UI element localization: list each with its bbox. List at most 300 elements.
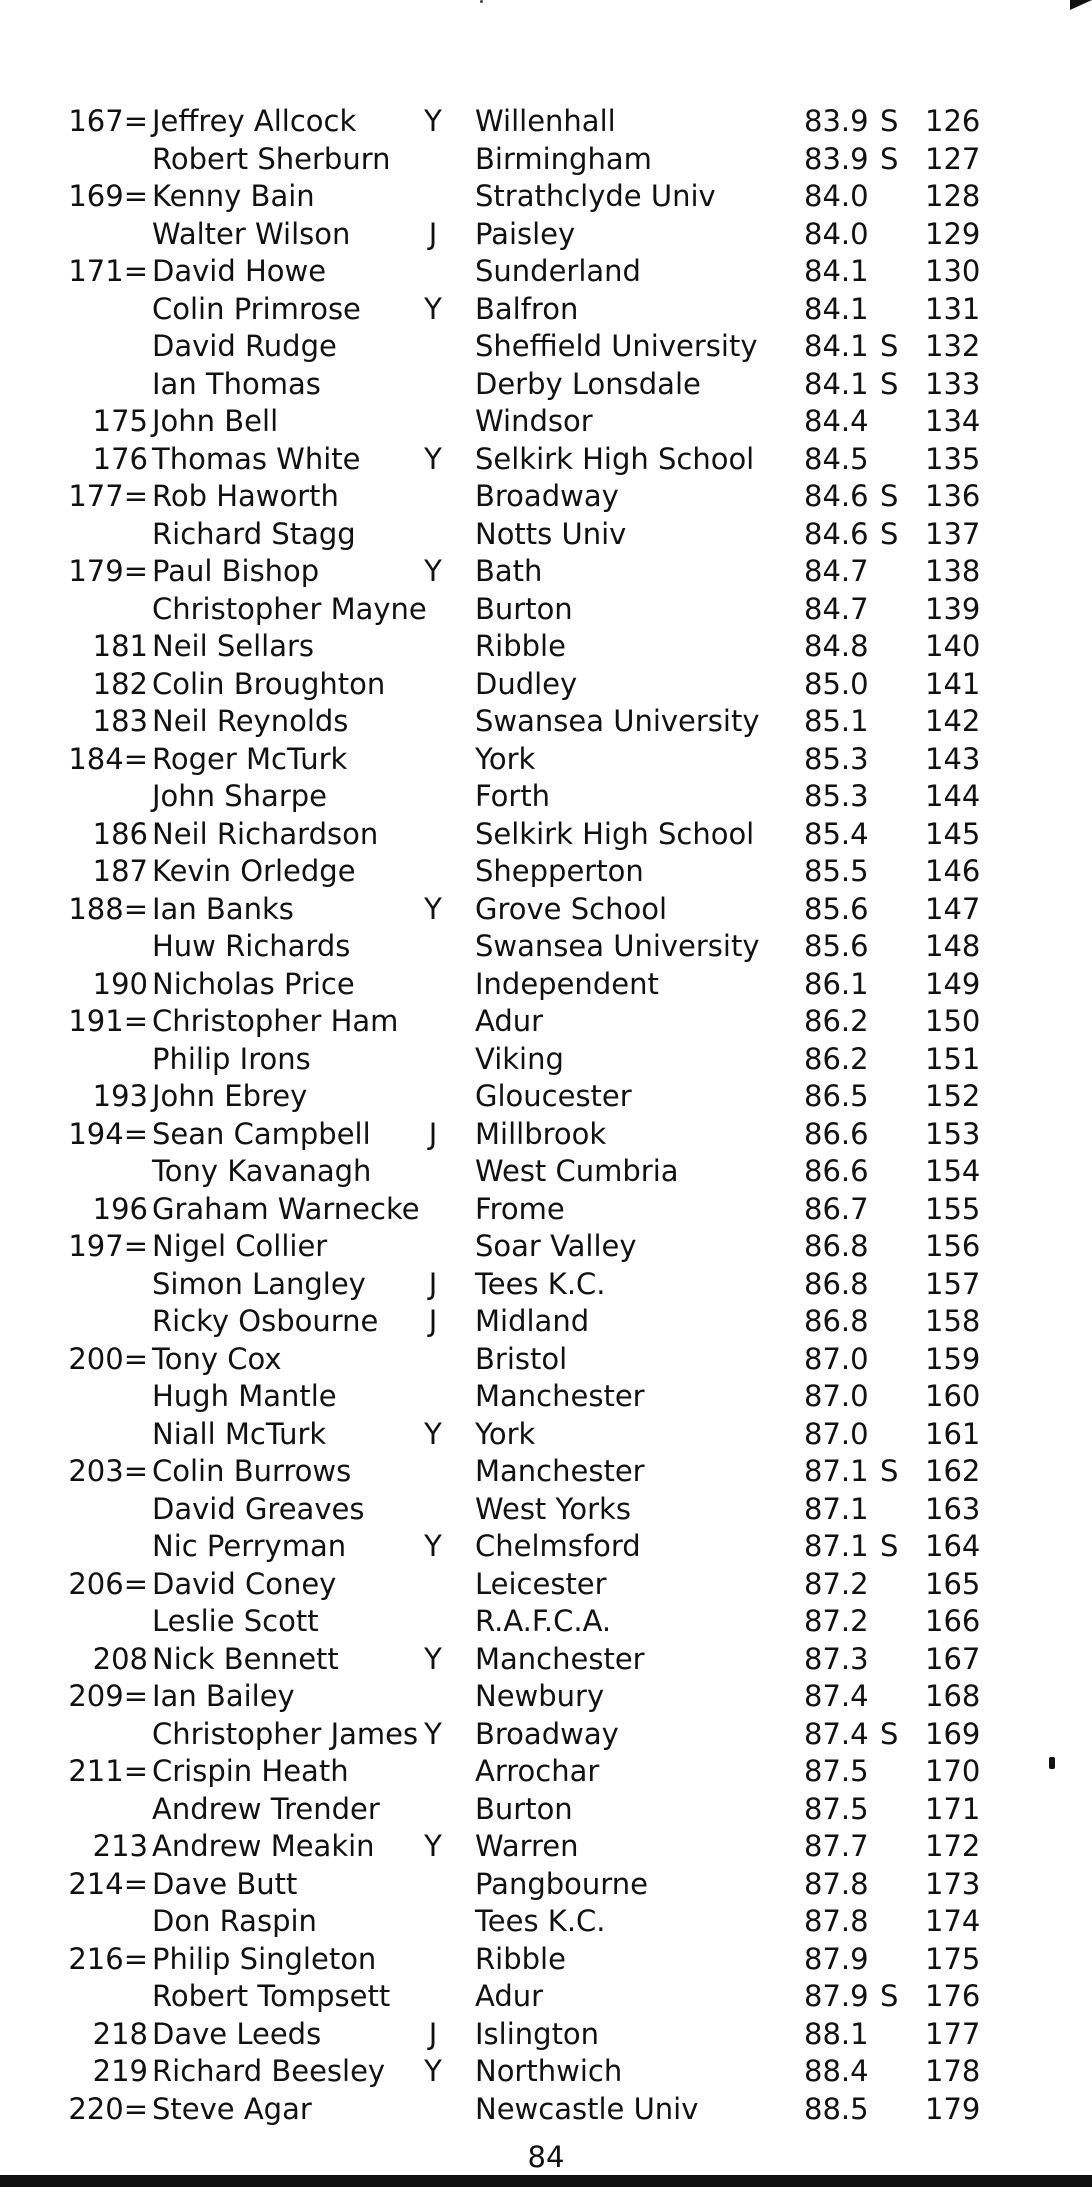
table-row bbox=[0, 1941, 1092, 1979]
time-cell: 83.9 bbox=[804, 104, 869, 138]
time-cell: 87.4 bbox=[804, 1716, 869, 1751]
points-cell: 149 bbox=[925, 966, 981, 1001]
time-cell: 87.8 bbox=[804, 1866, 869, 1901]
time-cell: 84.7 bbox=[804, 591, 869, 626]
time-cell: 85.3 bbox=[804, 779, 869, 813]
points-cell: 132 bbox=[925, 329, 981, 363]
competitor-name-cell: Steve Agar bbox=[152, 2091, 312, 2126]
time-cell: 86.8 bbox=[804, 1266, 869, 1301]
points-cell: 130 bbox=[925, 254, 981, 288]
competitor-name-cell: Robert Sherburn bbox=[152, 141, 391, 176]
competitor-name-cell: Nicholas Price bbox=[152, 966, 355, 1001]
points-cell: 176 bbox=[925, 1979, 981, 2013]
club-cell: Chelmsford bbox=[475, 1529, 641, 1563]
competitor-name-cell: Simon Langley bbox=[152, 1266, 366, 1301]
class-cell: Y bbox=[424, 891, 442, 926]
club-cell: Manchester bbox=[475, 1454, 645, 1488]
table-row bbox=[0, 366, 1092, 404]
table-row bbox=[0, 1266, 1092, 1304]
club-cell: Viking bbox=[475, 1041, 564, 1076]
competitor-name-cell: John Bell bbox=[152, 404, 279, 438]
time-cell: 84.6 bbox=[804, 516, 869, 551]
points-cell: 143 bbox=[925, 741, 981, 776]
club-cell: Sunderland bbox=[475, 254, 641, 288]
table-row bbox=[0, 1791, 1092, 1829]
table-row bbox=[0, 1153, 1092, 1191]
club-cell: Warren bbox=[475, 1829, 579, 1863]
competitor-name-cell: Crispin Heath bbox=[152, 1754, 349, 1788]
position-cell: 216= bbox=[68, 1941, 148, 1976]
time-cell: 87.1 bbox=[804, 1529, 869, 1563]
club-cell: York bbox=[475, 1416, 536, 1451]
flag-cell: S bbox=[880, 366, 899, 401]
club-cell: Adur bbox=[475, 1979, 544, 2013]
points-cell: 167 bbox=[925, 1641, 981, 1676]
points-cell: 128 bbox=[925, 179, 981, 213]
time-cell: 87.0 bbox=[804, 1416, 869, 1451]
competitor-name-cell: Tony Kavanagh bbox=[152, 1154, 372, 1188]
points-cell: 131 bbox=[925, 291, 981, 326]
competitor-name-cell: Robert Tompsett bbox=[152, 1979, 391, 2013]
club-cell: Swansea University bbox=[475, 929, 760, 963]
points-cell: 147 bbox=[925, 891, 981, 926]
club-cell: Selkirk High School bbox=[475, 816, 755, 851]
competitor-name-cell: Andrew Trender bbox=[152, 1791, 380, 1826]
time-cell: 87.1 bbox=[804, 1491, 869, 1526]
class-cell: J bbox=[428, 1116, 438, 1151]
club-cell: Broadway bbox=[475, 479, 619, 513]
time-cell: 84.1 bbox=[804, 366, 869, 401]
table-row bbox=[0, 628, 1092, 666]
table-row bbox=[0, 178, 1092, 216]
competitor-name-cell: Nick Bennett bbox=[152, 1641, 339, 1676]
position-cell: 218 bbox=[92, 2016, 148, 2051]
table-row bbox=[0, 1753, 1092, 1791]
points-cell: 175 bbox=[925, 1941, 981, 1976]
competitor-name-cell: Ian Thomas bbox=[152, 366, 321, 401]
club-cell: Broadway bbox=[475, 1716, 619, 1751]
table-row bbox=[0, 1828, 1092, 1866]
flag-cell: S bbox=[880, 329, 899, 363]
competitor-name-cell: Thomas White bbox=[152, 441, 361, 476]
table-row bbox=[0, 1528, 1092, 1566]
table-row bbox=[0, 1041, 1092, 1079]
class-cell: Y bbox=[424, 104, 442, 138]
position-cell: 176 bbox=[92, 441, 148, 476]
time-cell: 85.4 bbox=[804, 816, 869, 851]
table-row bbox=[0, 1716, 1092, 1754]
competitor-name-cell: Ian Banks bbox=[152, 891, 294, 926]
points-cell: 129 bbox=[925, 216, 981, 251]
club-cell: Frome bbox=[475, 1191, 565, 1226]
position-cell: 187 bbox=[92, 854, 148, 888]
competitor-name-cell: Richard Beesley bbox=[152, 2054, 386, 2088]
club-cell: Burton bbox=[475, 1791, 573, 1826]
club-cell: Bath bbox=[475, 554, 543, 588]
competitor-name-cell: Tony Cox bbox=[152, 1341, 282, 1376]
position-cell: 196 bbox=[92, 1191, 148, 1226]
competitor-name-cell: Philip Singleton bbox=[152, 1941, 377, 1976]
class-cell: Y bbox=[424, 1529, 442, 1563]
points-cell: 170 bbox=[925, 1754, 981, 1788]
points-cell: 173 bbox=[925, 1866, 981, 1901]
club-cell: Tees K.C. bbox=[475, 1904, 606, 1938]
position-cell: 197= bbox=[68, 1229, 148, 1263]
points-cell: 178 bbox=[925, 2054, 981, 2088]
position-cell: 213 bbox=[92, 1829, 148, 1863]
competitor-name-cell: Colin Primrose bbox=[152, 291, 361, 326]
position-cell: 179= bbox=[68, 554, 148, 588]
table-row bbox=[0, 928, 1092, 966]
points-cell: 171 bbox=[925, 1791, 981, 1826]
club-cell: R.A.F.C.A. bbox=[475, 1604, 612, 1638]
table-row bbox=[0, 816, 1092, 854]
points-cell: 140 bbox=[925, 629, 981, 663]
points-cell: 174 bbox=[925, 1904, 981, 1938]
table-row bbox=[0, 253, 1092, 291]
competitor-name-cell: Rob Haworth bbox=[152, 479, 339, 513]
time-cell: 85.6 bbox=[804, 891, 869, 926]
points-cell: 161 bbox=[925, 1416, 981, 1451]
competitor-name-cell: Huw Richards bbox=[152, 929, 351, 963]
flag-cell: S bbox=[880, 141, 899, 176]
class-cell: Y bbox=[424, 2054, 442, 2088]
competitor-name-cell: Leslie Scott bbox=[152, 1604, 319, 1638]
competitor-name-cell: Andrew Meakin bbox=[152, 1829, 375, 1863]
club-cell: Selkirk High School bbox=[475, 441, 755, 476]
competitor-name-cell: Philip Irons bbox=[152, 1041, 311, 1076]
club-cell: Tees K.C. bbox=[475, 1266, 606, 1301]
position-cell: 184= bbox=[68, 741, 148, 776]
points-cell: 126 bbox=[925, 104, 981, 138]
competitor-name-cell: Ian Bailey bbox=[152, 1679, 295, 1713]
class-cell: J bbox=[428, 1304, 438, 1338]
competitor-name-cell: Neil Reynolds bbox=[152, 704, 349, 738]
table-row bbox=[0, 1341, 1092, 1379]
club-cell: Willenhall bbox=[475, 104, 616, 138]
club-cell: Arrochar bbox=[475, 1754, 600, 1788]
time-cell: 87.2 bbox=[804, 1604, 869, 1638]
table-row bbox=[0, 553, 1092, 591]
table-row bbox=[0, 403, 1092, 441]
competitor-name-cell: Christopher Ham bbox=[152, 1004, 399, 1038]
points-cell: 127 bbox=[925, 141, 981, 176]
time-cell: 86.2 bbox=[804, 1041, 869, 1076]
time-cell: 84.1 bbox=[804, 254, 869, 288]
time-cell: 87.0 bbox=[804, 1341, 869, 1376]
table-row bbox=[0, 1228, 1092, 1266]
time-cell: 84.6 bbox=[804, 479, 869, 513]
club-cell: Notts Univ bbox=[475, 516, 627, 551]
position-cell: 188= bbox=[68, 891, 148, 926]
points-cell: 166 bbox=[925, 1604, 981, 1638]
points-cell: 139 bbox=[925, 591, 981, 626]
class-cell: Y bbox=[424, 291, 442, 326]
table-row bbox=[0, 1566, 1092, 1604]
time-cell: 85.0 bbox=[804, 666, 869, 701]
points-cell: 141 bbox=[925, 666, 981, 701]
competitor-name-cell: Christopher Mayne bbox=[152, 591, 427, 626]
flag-cell: S bbox=[880, 516, 899, 551]
club-cell: Manchester bbox=[475, 1641, 645, 1676]
points-cell: 142 bbox=[925, 704, 981, 738]
time-cell: 84.5 bbox=[804, 441, 869, 476]
class-cell: J bbox=[428, 216, 438, 251]
club-cell: Islington bbox=[475, 2016, 600, 2051]
position-cell: 175 bbox=[92, 404, 148, 438]
competitor-name-cell: Paul Bishop bbox=[152, 554, 320, 588]
club-cell: Swansea University bbox=[475, 704, 760, 738]
competitor-name-cell: Kevin Orledge bbox=[152, 854, 356, 888]
club-cell: Forth bbox=[475, 779, 551, 813]
points-cell: 159 bbox=[925, 1341, 981, 1376]
points-cell: 177 bbox=[925, 2016, 981, 2051]
club-cell: Sheffield University bbox=[475, 329, 758, 363]
time-cell: 84.1 bbox=[804, 329, 869, 363]
club-cell: Birmingham bbox=[475, 141, 652, 176]
time-cell: 86.2 bbox=[804, 1004, 869, 1038]
class-cell: J bbox=[428, 1266, 438, 1301]
competitor-name-cell: David Coney bbox=[152, 1566, 337, 1601]
table-row bbox=[0, 1641, 1092, 1679]
points-cell: 150 bbox=[925, 1004, 981, 1038]
time-cell: 87.0 bbox=[804, 1379, 869, 1413]
club-cell: Dudley bbox=[475, 666, 578, 701]
competitor-name-cell: Nigel Collier bbox=[152, 1229, 328, 1263]
club-cell: Derby Lonsdale bbox=[475, 366, 701, 401]
time-cell: 87.5 bbox=[804, 1754, 869, 1788]
time-cell: 83.9 bbox=[804, 141, 869, 176]
time-cell: 84.7 bbox=[804, 554, 869, 588]
competitor-name-cell: Don Raspin bbox=[152, 1904, 317, 1938]
points-cell: 155 bbox=[925, 1191, 981, 1226]
points-cell: 144 bbox=[925, 779, 981, 813]
position-cell: 190 bbox=[92, 966, 148, 1001]
club-cell: Strathclyde Univ bbox=[475, 179, 716, 213]
time-cell: 86.8 bbox=[804, 1229, 869, 1263]
table-row bbox=[0, 1603, 1092, 1641]
club-cell: Gloucester bbox=[475, 1079, 632, 1113]
table-row bbox=[0, 966, 1092, 1004]
position-cell: 177= bbox=[68, 479, 148, 513]
points-cell: 160 bbox=[925, 1379, 981, 1413]
class-cell: Y bbox=[424, 441, 442, 476]
club-cell: York bbox=[475, 741, 536, 776]
time-cell: 86.1 bbox=[804, 966, 869, 1001]
table-row bbox=[0, 1116, 1092, 1154]
club-cell: Millbrook bbox=[475, 1116, 607, 1151]
points-cell: 148 bbox=[925, 929, 981, 963]
position-cell: 182 bbox=[92, 666, 148, 701]
time-cell: 84.4 bbox=[804, 404, 869, 438]
club-cell: Grove School bbox=[475, 891, 667, 926]
flag-cell: S bbox=[880, 104, 899, 138]
club-cell: Burton bbox=[475, 591, 573, 626]
position-cell: 191= bbox=[68, 1004, 148, 1038]
points-cell: 158 bbox=[925, 1304, 981, 1338]
position-cell: 171= bbox=[68, 254, 148, 288]
club-cell: Balfron bbox=[475, 291, 579, 326]
time-cell: 85.3 bbox=[804, 741, 869, 776]
time-cell: 87.8 bbox=[804, 1904, 869, 1938]
competitor-name-cell: Roger McTurk bbox=[152, 741, 348, 776]
table-row bbox=[0, 103, 1092, 141]
points-cell: 146 bbox=[925, 854, 981, 888]
time-cell: 87.1 bbox=[804, 1454, 869, 1488]
table-row bbox=[0, 1378, 1092, 1416]
points-cell: 165 bbox=[925, 1566, 981, 1601]
points-cell: 154 bbox=[925, 1154, 981, 1188]
club-cell: Ribble bbox=[475, 1941, 566, 1976]
time-cell: 86.8 bbox=[804, 1304, 869, 1338]
points-cell: 151 bbox=[925, 1041, 981, 1076]
table-row bbox=[0, 2053, 1092, 2091]
competitor-name-cell: Niall McTurk bbox=[152, 1416, 327, 1451]
table-row bbox=[0, 291, 1092, 329]
time-cell: 86.5 bbox=[804, 1079, 869, 1113]
table-row bbox=[0, 1678, 1092, 1716]
points-cell: 138 bbox=[925, 554, 981, 588]
time-cell: 87.7 bbox=[804, 1829, 869, 1863]
position-cell: 194= bbox=[68, 1116, 148, 1151]
club-cell: Manchester bbox=[475, 1379, 645, 1413]
time-cell: 85.1 bbox=[804, 704, 869, 738]
time-cell: 84.0 bbox=[804, 216, 869, 251]
table-row bbox=[0, 1978, 1092, 2016]
table-row bbox=[0, 141, 1092, 179]
competitor-name-cell: David Rudge bbox=[152, 329, 337, 363]
position-cell: 219 bbox=[92, 2054, 148, 2088]
table-row bbox=[0, 2091, 1092, 2129]
position-cell: 193 bbox=[92, 1079, 148, 1113]
competitor-name-cell: Walter Wilson bbox=[152, 216, 351, 251]
points-cell: 136 bbox=[925, 479, 981, 513]
competitor-name-cell: John Ebrey bbox=[152, 1079, 308, 1113]
competitor-name-cell: Nic Perryman bbox=[152, 1529, 347, 1563]
position-cell: 209= bbox=[68, 1679, 148, 1713]
club-cell: Adur bbox=[475, 1004, 544, 1038]
competitor-name-cell: Richard Stagg bbox=[152, 516, 356, 551]
club-cell: Paisley bbox=[475, 216, 576, 251]
club-cell: West Yorks bbox=[475, 1491, 631, 1526]
time-cell: 87.2 bbox=[804, 1566, 869, 1601]
points-cell: 162 bbox=[925, 1454, 981, 1488]
time-cell: 84.8 bbox=[804, 629, 869, 663]
competitor-name-cell: Colin Burrows bbox=[152, 1454, 352, 1488]
class-cell: Y bbox=[424, 1829, 442, 1863]
points-cell: 137 bbox=[925, 516, 981, 551]
table-row bbox=[0, 1303, 1092, 1341]
time-cell: 87.9 bbox=[804, 1979, 869, 2013]
class-cell: Y bbox=[424, 1716, 442, 1751]
time-cell: 87.9 bbox=[804, 1941, 869, 1976]
table-row bbox=[0, 1003, 1092, 1041]
position-cell: 167= bbox=[68, 104, 148, 138]
competitor-name-cell: Jeffrey Allcock bbox=[152, 104, 357, 138]
club-cell: Pangbourne bbox=[475, 1866, 648, 1901]
points-cell: 152 bbox=[925, 1079, 981, 1113]
club-cell: Leicester bbox=[475, 1566, 607, 1601]
club-cell: Shepperton bbox=[475, 854, 644, 888]
class-cell: Y bbox=[424, 554, 442, 588]
competitor-name-cell: David Howe bbox=[152, 254, 327, 288]
time-cell: 87.5 bbox=[804, 1791, 869, 1826]
competitor-name-cell: Neil Sellars bbox=[152, 629, 315, 663]
club-cell: Bristol bbox=[475, 1341, 568, 1376]
table-row bbox=[0, 666, 1092, 704]
club-cell: Windsor bbox=[475, 404, 593, 438]
table-row bbox=[0, 891, 1092, 929]
points-cell: 135 bbox=[925, 441, 981, 476]
position-cell: 211= bbox=[68, 1754, 148, 1788]
page-number: 84 bbox=[527, 2140, 565, 2174]
points-cell: 172 bbox=[925, 1829, 981, 1863]
club-cell: Northwich bbox=[475, 2054, 623, 2088]
club-cell: Ribble bbox=[475, 629, 566, 663]
time-cell: 88.4 bbox=[804, 2054, 869, 2088]
table-row bbox=[0, 328, 1092, 366]
time-cell: 87.4 bbox=[804, 1679, 869, 1713]
points-cell: 164 bbox=[925, 1529, 981, 1563]
table-row bbox=[0, 1903, 1092, 1941]
club-cell: Newbury bbox=[475, 1679, 605, 1713]
table-row bbox=[0, 1416, 1092, 1454]
time-cell: 86.6 bbox=[804, 1116, 869, 1151]
club-cell: Newcastle Univ bbox=[475, 2091, 699, 2126]
table-row bbox=[0, 741, 1092, 779]
flag-cell: S bbox=[880, 1529, 899, 1563]
table-row bbox=[0, 478, 1092, 516]
table-row bbox=[0, 1078, 1092, 1116]
points-cell: 163 bbox=[925, 1491, 981, 1526]
table-row bbox=[0, 1191, 1092, 1229]
flag-cell: S bbox=[880, 1979, 899, 2013]
competitor-name-cell: Neil Richardson bbox=[152, 816, 379, 851]
points-cell: 153 bbox=[925, 1116, 981, 1151]
print-speck bbox=[480, 0, 483, 3]
table-row bbox=[0, 2016, 1092, 2054]
table-row bbox=[0, 441, 1092, 479]
position-cell: 206= bbox=[68, 1566, 148, 1601]
club-cell: Midland bbox=[475, 1304, 590, 1338]
table-row bbox=[0, 703, 1092, 741]
flag-cell: S bbox=[880, 1454, 899, 1488]
class-cell: Y bbox=[424, 1416, 442, 1451]
position-cell: 200= bbox=[68, 1341, 148, 1376]
time-cell: 85.6 bbox=[804, 929, 869, 963]
competitor-name-cell: Kenny Bain bbox=[152, 179, 315, 213]
time-cell: 85.5 bbox=[804, 854, 869, 888]
class-cell: J bbox=[428, 2016, 438, 2051]
position-cell: 186 bbox=[92, 816, 148, 851]
table-row bbox=[0, 216, 1092, 254]
class-cell: Y bbox=[424, 1641, 442, 1676]
club-cell: Soar Valley bbox=[475, 1229, 637, 1263]
time-cell: 86.6 bbox=[804, 1154, 869, 1188]
table-row bbox=[0, 1453, 1092, 1491]
points-cell: 145 bbox=[925, 816, 981, 851]
points-cell: 156 bbox=[925, 1229, 981, 1263]
table-row bbox=[0, 1866, 1092, 1904]
points-cell: 169 bbox=[925, 1716, 981, 1751]
club-cell: West Cumbria bbox=[475, 1154, 679, 1188]
competitor-name-cell: David Greaves bbox=[152, 1491, 365, 1526]
position-cell: 220= bbox=[68, 2091, 148, 2126]
bottom-rule bbox=[0, 2175, 1092, 2187]
competitor-name-cell: Colin Broughton bbox=[152, 666, 386, 701]
time-cell: 86.7 bbox=[804, 1191, 869, 1226]
club-cell: Independent bbox=[475, 966, 659, 1001]
